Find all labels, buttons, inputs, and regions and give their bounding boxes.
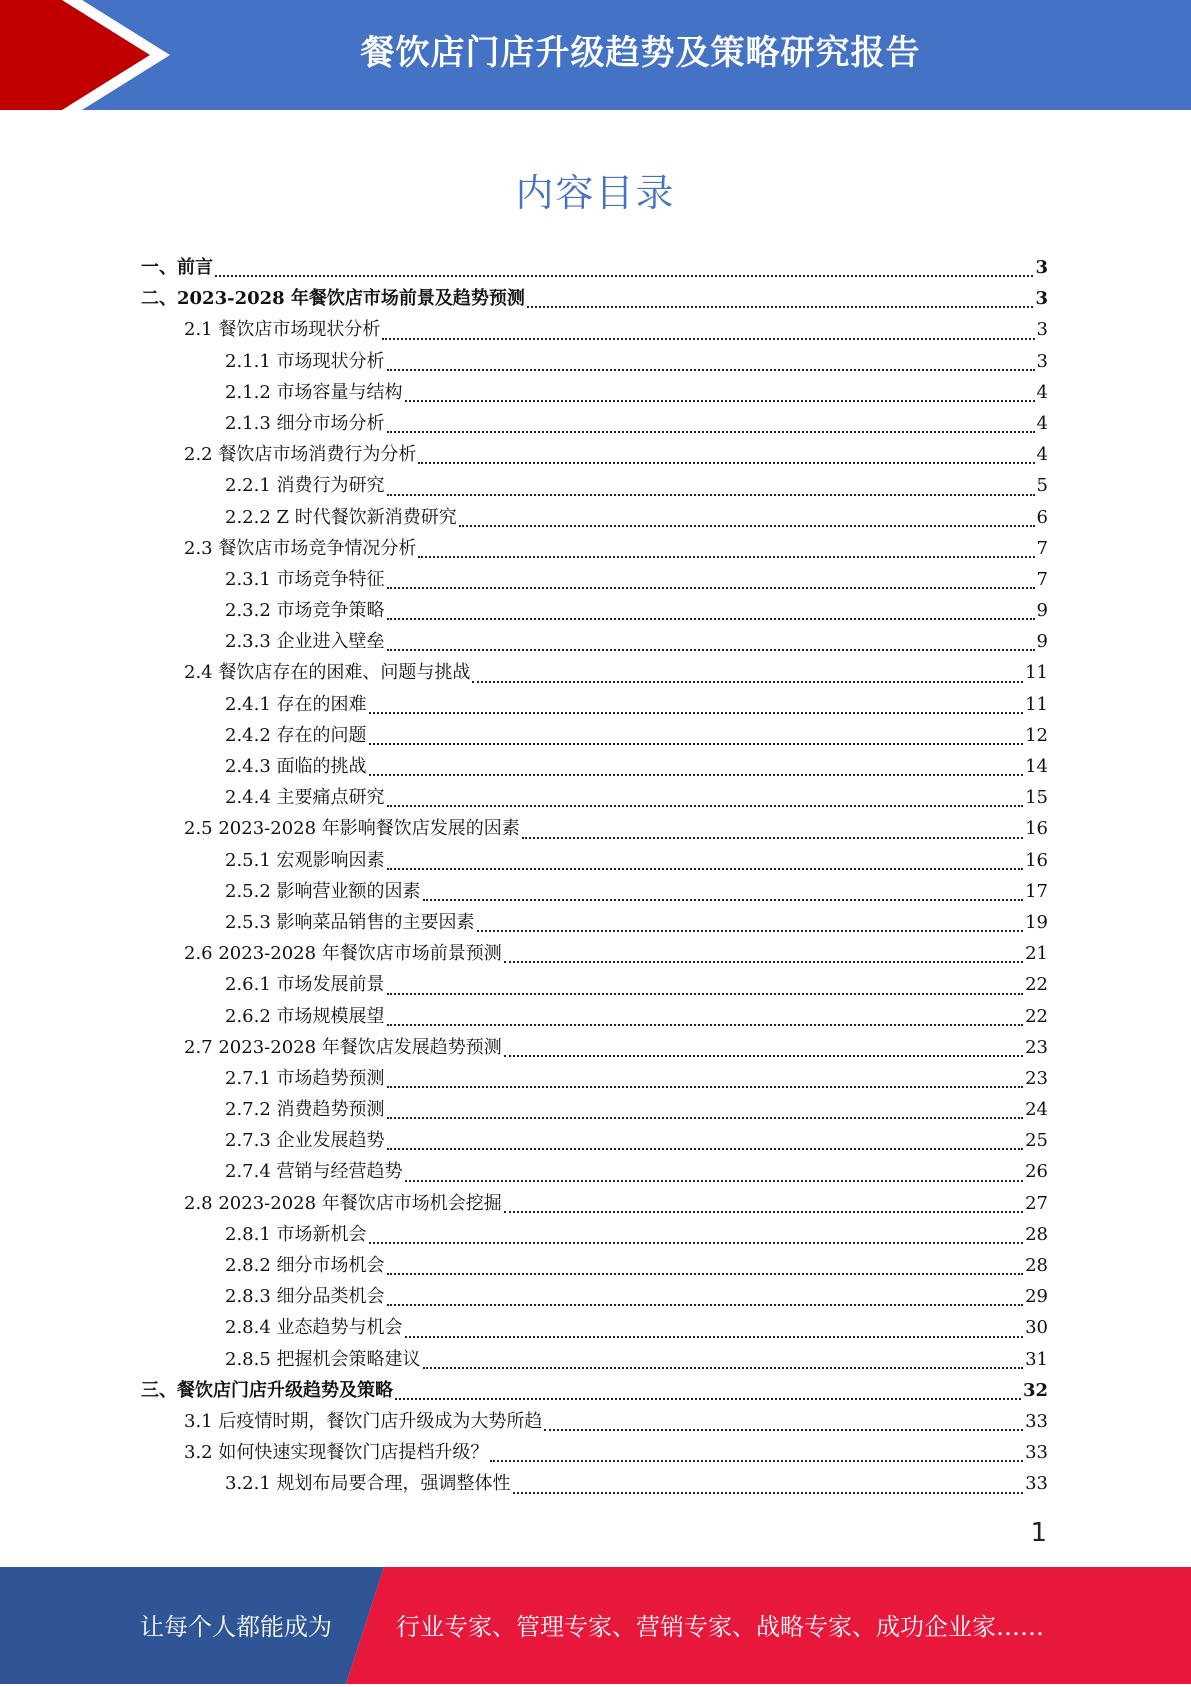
toc-entry-label: 3.2 如何快速实现餐饮门店提档升级？ (184, 1442, 489, 1464)
toc-entry-label: 2.3.1 市场竞争特征 (225, 568, 385, 590)
toc-dot-leader (369, 1242, 1024, 1244)
toc-entry-label: 3.1 后疫情时期，餐饮门店升级成为大势所趋 (184, 1410, 543, 1432)
toc-dot-leader (504, 961, 1023, 963)
page-footer (0, 1567, 1191, 1684)
toc-entry-label: 2.6 2023-2028 年餐饮店市场前景预测 (184, 943, 502, 965)
toc-entry[interactable] (141, 1033, 1048, 1064)
toc-entry-page: 7 (1036, 537, 1048, 559)
toc-dot-leader (387, 993, 1024, 995)
table-of-contents (141, 253, 1048, 1501)
toc-entry-label: 2.4.1 存在的困难 (225, 693, 367, 715)
toc-entry-label: 2.2 餐饮店市场消费行为分析 (184, 444, 417, 466)
toc-dot-leader (504, 1211, 1023, 1213)
toc-entry[interactable] (141, 1469, 1048, 1500)
toc-entry[interactable] (141, 1345, 1048, 1376)
toc-entry[interactable] (141, 1220, 1048, 1251)
toc-entry-label: 2.7.1 市场趋势预测 (225, 1067, 385, 1089)
toc-entry[interactable] (141, 1313, 1048, 1344)
toc-entry-page: 22 (1025, 974, 1048, 996)
toc-dot-leader (369, 774, 1024, 776)
toc-entry-label: 2.8.2 细分市场机会 (225, 1255, 385, 1276)
toc-dot-leader (387, 805, 1024, 807)
toc-entry[interactable] (141, 471, 1048, 502)
toc-entry[interactable] (141, 315, 1048, 346)
toc-entry-page: 28 (1025, 1255, 1048, 1276)
toc-entry[interactable] (141, 783, 1048, 814)
toc-dot-leader (387, 1148, 1024, 1150)
toc-entry-label: 2.7.4 营销与经营趋势 (225, 1161, 403, 1183)
toc-dot-leader (477, 930, 1024, 932)
toc-entry-page: 9 (1036, 600, 1048, 622)
toc-entry[interactable] (141, 690, 1048, 721)
toc-entry-page: 28 (1025, 1223, 1048, 1245)
toc-entry[interactable] (141, 1002, 1048, 1033)
toc-dot-leader (522, 837, 1023, 839)
toc-entry[interactable] (141, 1126, 1048, 1157)
toc-entry[interactable] (141, 970, 1048, 1001)
toc-entry-page: 7 (1036, 568, 1048, 590)
toc-entry[interactable] (141, 1251, 1048, 1282)
toc-entry-page: 6 (1036, 506, 1048, 528)
toc-entry-page: 26 (1025, 1161, 1048, 1183)
toc-entry-label: 2.6.1 市场发展前景 (225, 974, 385, 996)
toc-entry-page: 4 (1036, 412, 1048, 434)
toc-entry-label: 2.8.5 把握机会策略建议 (225, 1348, 421, 1370)
toc-entry[interactable] (141, 908, 1048, 939)
toc-entry-page: 29 (1025, 1286, 1048, 1308)
toc-entry-page: 4 (1036, 444, 1048, 466)
toc-dot-leader (405, 400, 1035, 402)
toc-entry-label: 2.3.3 企业进入壁垒 (225, 631, 385, 653)
toc-dot-leader (418, 462, 1034, 464)
toc-entry[interactable] (141, 1282, 1048, 1313)
toc-entry-page: 16 (1025, 849, 1048, 871)
toc-entry[interactable] (141, 1095, 1048, 1126)
toc-dot-leader (387, 431, 1035, 433)
toc-dot-leader (423, 1367, 1024, 1369)
footer-slogan-right: 行业专家、管理专家、营销专家、战略专家、成功企业家…… (396, 1613, 1044, 1641)
toc-entry-label: 2.7.3 企业发展趋势 (225, 1130, 385, 1152)
toc-entry-page: 22 (1025, 1005, 1048, 1027)
toc-dot-leader (215, 275, 1033, 277)
toc-dot-leader (387, 618, 1035, 620)
toc-entry-page: 9 (1036, 631, 1048, 653)
toc-entry[interactable] (141, 409, 1048, 440)
toc-entry-label: 2.5 2023-2028 年影响餐饮店发展的因素 (184, 818, 520, 840)
toc-entry-page: 3 (1035, 288, 1048, 310)
toc-entry-page: 23 (1025, 1036, 1048, 1058)
toc-entry-label: 2.3.2 市场竞争策略 (225, 600, 385, 622)
toc-entry[interactable] (141, 503, 1048, 534)
toc-entry[interactable] (141, 347, 1048, 378)
toc-entry[interactable] (141, 1064, 1048, 1095)
toc-heading: 内容目录 (515, 171, 676, 215)
toc-entry-page: 16 (1025, 818, 1048, 840)
toc-entry-label: 2.8.4 业态趋势与机会 (225, 1317, 403, 1339)
toc-entry-page: 3 (1036, 319, 1048, 341)
toc-entry[interactable] (141, 752, 1048, 783)
toc-entry-page: 33 (1025, 1410, 1048, 1432)
toc-entry-page: 11 (1025, 662, 1048, 684)
toc-dot-leader (405, 1180, 1024, 1182)
toc-entry[interactable] (141, 721, 1048, 752)
toc-dot-leader (472, 681, 1023, 683)
toc-dot-leader (423, 899, 1024, 901)
toc-dot-leader (387, 369, 1035, 371)
toc-entry[interactable] (141, 534, 1048, 565)
toc-dot-leader (544, 1429, 1023, 1431)
toc-dot-leader (387, 1304, 1024, 1306)
toc-dot-leader (490, 1460, 1023, 1462)
toc-entry-page: 21 (1025, 943, 1048, 965)
toc-entry-label: 2.8 2023-2028 年餐饮店市场机会挖掘 (184, 1192, 502, 1214)
toc-entry[interactable] (141, 627, 1048, 658)
toc-entry-label: 2.4.2 存在的问题 (225, 724, 367, 746)
toc-dot-leader (387, 587, 1035, 589)
toc-entry[interactable] (141, 877, 1048, 908)
toc-entry-page: 33 (1025, 1473, 1048, 1495)
toc-entry-page: 24 (1025, 1099, 1048, 1121)
toc-entry-page: 23 (1025, 1067, 1048, 1089)
toc-entry[interactable] (141, 1438, 1048, 1469)
toc-dot-leader (387, 649, 1035, 651)
toc-entry-page: 31 (1025, 1348, 1048, 1370)
toc-dot-leader (418, 556, 1034, 558)
toc-entry-page: 14 (1025, 756, 1048, 777)
toc-entry-label: 2.4 餐饮店存在的困难、问题与挑战 (184, 662, 471, 684)
toc-entry-label: 2.1.2 市场容量与结构 (225, 381, 403, 403)
toc-entry-label: 2.3 餐饮店市场竞争情况分析 (184, 537, 417, 559)
toc-entry-page: 33 (1025, 1442, 1048, 1464)
toc-entry-page: 25 (1025, 1130, 1048, 1152)
toc-dot-leader (369, 712, 1024, 714)
toc-entry-label: 二、2023-2028 年餐饮店市场前景及趋势预测 (141, 288, 525, 310)
footer-slogan-left: 让每个人都能成为 (140, 1613, 332, 1641)
toc-entry-page: 3 (1035, 257, 1048, 278)
toc-entry-page: 4 (1036, 381, 1048, 403)
toc-entry[interactable] (141, 565, 1048, 596)
toc-entry-page: 32 (1022, 1379, 1048, 1401)
toc-entry[interactable] (141, 284, 1048, 315)
toc-entry-label: 三、餐饮店门店升级趋势及策略 (141, 1379, 393, 1401)
toc-entry[interactable] (141, 1189, 1048, 1220)
toc-entry-page: 19 (1025, 911, 1048, 933)
toc-dot-leader (405, 1336, 1024, 1338)
toc-entry-label: 2.4.3 面临的挑战 (225, 756, 367, 777)
toc-entry-page: 15 (1025, 787, 1048, 809)
toc-entry[interactable] (141, 1157, 1048, 1188)
toc-entry-label: 2.5.3 影响菜品销售的主要因素 (225, 911, 475, 933)
toc-dot-leader (382, 338, 1034, 340)
toc-entry-label: 2.5.1 宏观影响因素 (225, 849, 385, 871)
toc-entry[interactable] (141, 814, 1048, 845)
toc-dot-leader (369, 743, 1024, 745)
page-header (0, 0, 1191, 110)
toc-entry-label: 2.1.1 市场现状分析 (225, 350, 385, 372)
toc-entry[interactable] (141, 939, 1048, 970)
toc-entry[interactable] (141, 1376, 1048, 1407)
toc-entry[interactable] (141, 1407, 1048, 1438)
toc-entry-label: 2.4.4 主要痛点研究 (225, 787, 385, 809)
toc-entry-page: 27 (1025, 1192, 1048, 1214)
toc-dot-leader (387, 1273, 1024, 1275)
toc-dot-leader (387, 494, 1035, 496)
toc-dot-leader (387, 868, 1024, 870)
toc-entry-page: 12 (1025, 724, 1048, 746)
report-title: 餐饮店门店升级趋势及策略研究报告 (360, 33, 921, 73)
toc-entry[interactable] (141, 846, 1048, 877)
toc-entry-label: 2.5.2 影响营业额的因素 (225, 880, 421, 902)
toc-dot-leader (504, 1055, 1023, 1057)
toc-entry-page: 30 (1025, 1317, 1048, 1339)
toc-entry-label: 2.8.3 细分品类机会 (225, 1286, 385, 1308)
toc-entry-label: 2.6.2 市场规模展望 (225, 1005, 385, 1027)
page-number: 1 (1030, 1518, 1047, 1548)
toc-entry[interactable] (141, 658, 1048, 689)
toc-entry-page: 5 (1036, 475, 1048, 497)
toc-entry[interactable] (141, 440, 1048, 471)
toc-entry-label: 3.2.1 规划布局要合理，强调整体性 (225, 1473, 511, 1495)
toc-dot-leader (387, 1024, 1024, 1026)
toc-entry[interactable] (141, 378, 1048, 409)
toc-entry[interactable] (141, 253, 1048, 284)
toc-entry-label: 一、前言 (141, 257, 213, 278)
toc-dot-leader (527, 306, 1034, 308)
toc-entry-page: 3 (1036, 350, 1048, 372)
toc-entry-page: 17 (1025, 880, 1048, 902)
toc-entry-label: 2.2.1 消费行为研究 (225, 475, 385, 497)
toc-entry-label: 2.1.3 细分市场分析 (225, 412, 385, 434)
toc-entry-label: 2.1 餐饮店市场现状分析 (184, 319, 381, 341)
toc-entry-label: 2.7.2 消费趋势预测 (225, 1099, 385, 1121)
toc-entry-label: 2.7 2023-2028 年餐饮店发展趋势预测 (184, 1036, 502, 1058)
toc-dot-leader (387, 1086, 1024, 1088)
toc-dot-leader (387, 1117, 1024, 1119)
toc-entry-label: 2.2.2 Z 时代餐饮新消费研究 (225, 506, 457, 528)
toc-dot-leader (459, 525, 1035, 527)
toc-entry-label: 2.8.1 市场新机会 (225, 1223, 367, 1245)
toc-entry-page: 11 (1025, 693, 1048, 715)
toc-entry[interactable] (141, 596, 1048, 627)
toc-dot-leader (395, 1398, 1021, 1400)
toc-dot-leader (513, 1492, 1024, 1494)
